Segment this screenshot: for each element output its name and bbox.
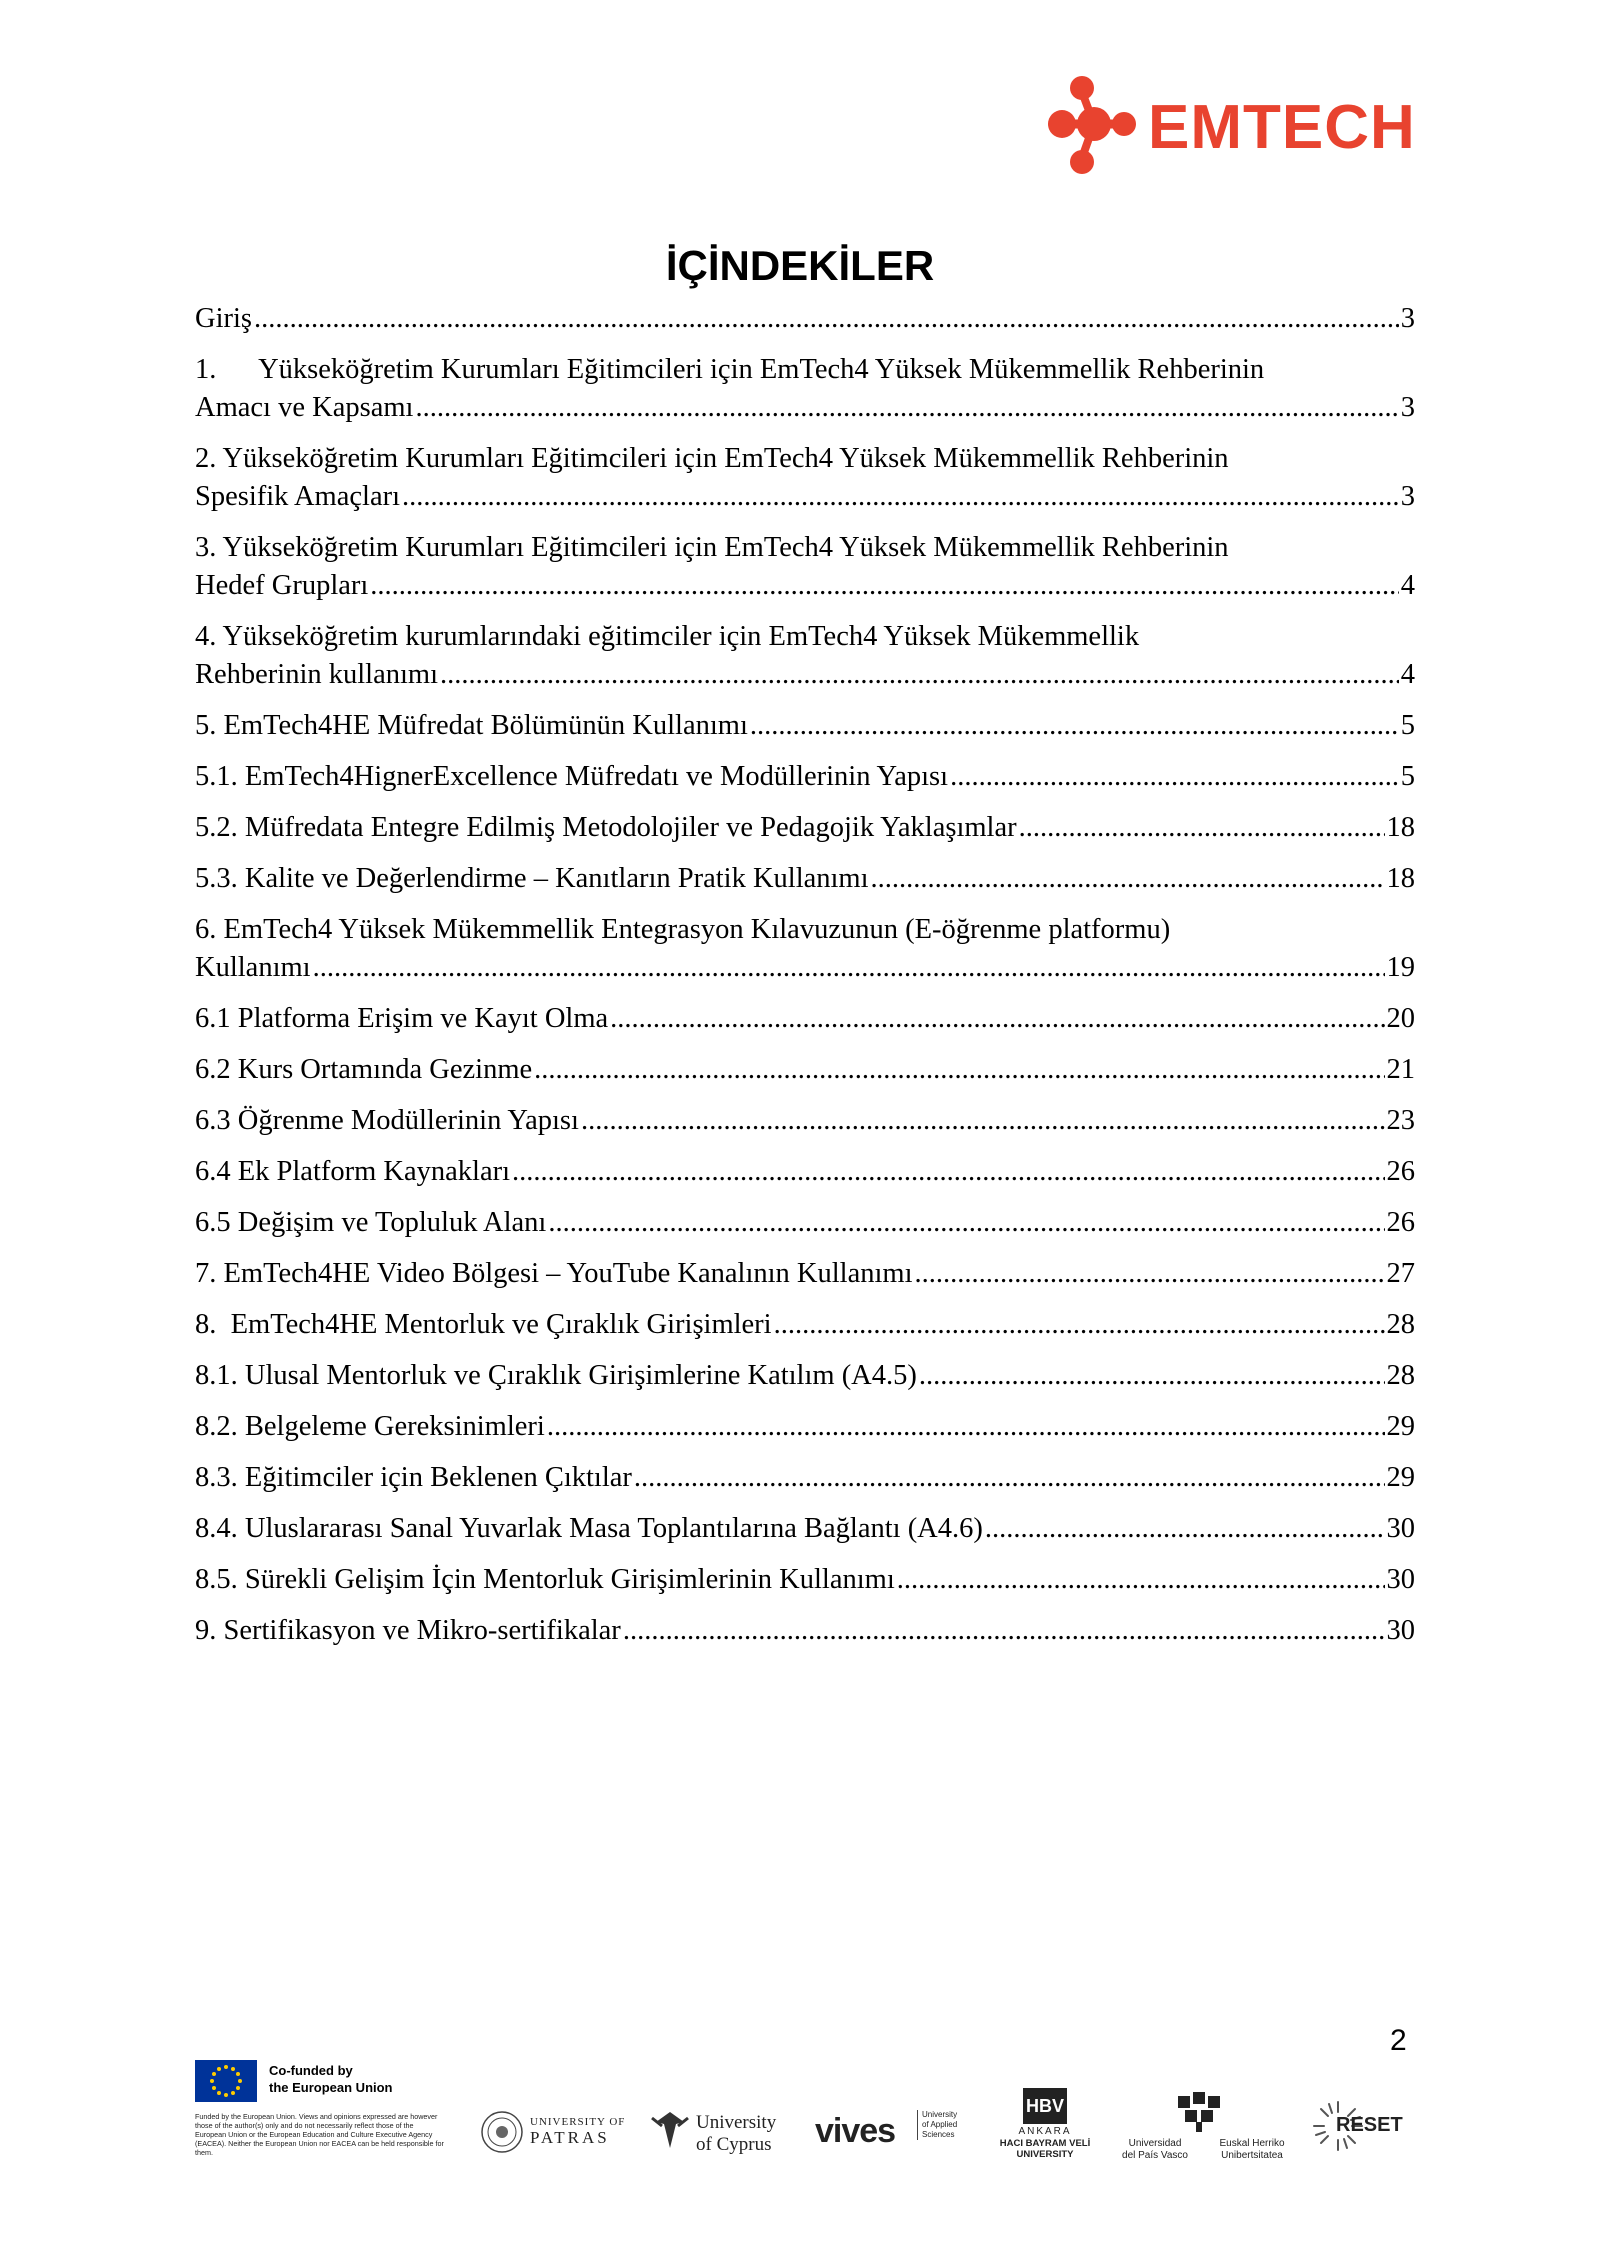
- toc-page-number: 23: [1386, 1105, 1415, 1136]
- patras-logo: UNIVERSITY OF PATRAS: [480, 2104, 630, 2164]
- toc-leader-dots: [547, 1408, 1385, 1446]
- toc-entry[interactable]: [195, 911, 1415, 987]
- eu-disclaimer: Funded by the European Union. Views and opinions expressed are however those of the author(s) only and do not necessarily reflect those of the European Union or the European Education and Culture Executive Agency (EACEA). Neither the European Union nor EACEA can be held responsible for them.: [195, 2112, 444, 2157]
- toc-entry-title: Amacı ve Kapsamı: [195, 392, 414, 423]
- toc-entry-title: 6.5 Değişim ve Topluluk Alanı: [195, 1207, 547, 1238]
- toc-leader-dots: [623, 1612, 1385, 1650]
- toc-entry-text: 2. Yükseköğretim Kurumları Eğitimcileri için EmTech4 Yüksek Mükemmellik Rehberinin: [195, 443, 1229, 474]
- toc-page-number: 3: [1400, 481, 1415, 512]
- toc-entry-title: 5.2. Müfredata Entegre Edilmiş Metodolojiler ve Pedagojik Yaklaşımlar: [195, 812, 1017, 843]
- toc-leader-dots: [440, 656, 1399, 694]
- footer: [195, 2060, 1425, 2240]
- toc-entry[interactable]: [195, 1306, 1415, 1344]
- emtech-logo-text: EMTECH: [1148, 93, 1416, 162]
- toc-leader-dots: [512, 1153, 1384, 1191]
- toc-leader-dots: [254, 300, 1399, 338]
- toc-page-number: 28: [1386, 1360, 1415, 1391]
- toc-entry[interactable]: [195, 1255, 1415, 1293]
- toc-page-number: 28: [1386, 1309, 1415, 1340]
- toc-leader-dots: [534, 1051, 1384, 1089]
- toc-page-number: 29: [1386, 1411, 1415, 1442]
- toc-leader-dots: [774, 1306, 1385, 1344]
- toc-entry-title: 8. EmTech4HE Mentorluk ve Çıraklık Girişimleri: [195, 1309, 772, 1340]
- toc-leader-dots: [634, 1459, 1385, 1497]
- toc-entry[interactable]: [195, 860, 1415, 898]
- toc-page-number: 5: [1400, 761, 1415, 792]
- toc-entry[interactable]: [195, 1051, 1415, 1089]
- toc-entry-text: 3. Yükseköğretim Kurumları Eğitimcileri için EmTech4 Yüksek Mükemmellik Rehberinin: [195, 532, 1229, 563]
- toc-entry-title: 5.1. EmTech4HignerExcellence Müfredatı ve Modüllerinin Yapısı: [195, 761, 949, 792]
- toc-page-number: 4: [1400, 570, 1415, 601]
- toc-entry[interactable]: [195, 1561, 1415, 1599]
- toc-entry-title: 5. EmTech4HE Müfredat Bölümünün Kullanımı: [195, 710, 748, 741]
- toc-leader-dots: [415, 389, 1398, 427]
- toc-page-number: 4: [1400, 659, 1415, 690]
- toc-entry-title: 8.2. Belgeleme Gereksinimleri: [195, 1411, 545, 1442]
- toc-entry[interactable]: [195, 1204, 1415, 1242]
- cyprus-logo: University of Cyprus: [650, 2104, 800, 2164]
- toc-entry-title: Rehberinin kullanımı: [195, 659, 439, 690]
- toc-entry[interactable]: [195, 707, 1415, 745]
- toc-leader-dots: [1019, 809, 1385, 847]
- table-of-contents: [195, 300, 1415, 1663]
- toc-page-number: 26: [1386, 1156, 1415, 1187]
- toc-entry-title: 6.4 Ek Platform Kaynakları: [195, 1156, 511, 1187]
- toc-entry[interactable]: [195, 618, 1415, 694]
- toc-entry[interactable]: [195, 1459, 1415, 1497]
- toc-entry-title: 9. Sertifikasyon ve Mikro-sertifikalar: [195, 1615, 621, 1646]
- toc-page-number: 18: [1386, 863, 1415, 894]
- toc-entry-title: 6.2 Kurs Ortamında Gezinme: [195, 1054, 533, 1085]
- toc-leader-dots: [313, 949, 1385, 987]
- toc-leader-dots: [402, 478, 1399, 516]
- emtech-logo: [1040, 70, 1420, 180]
- toc-entry-text: 1. Yükseköğretim Kurumları Eğitimcileri için EmTech4 Yüksek Mükemmellik Rehberinin: [195, 354, 1265, 385]
- toc-entry-title: 8.1. Ulusal Mentorluk ve Çıraklık Girişimlerine Katılım (A4.5): [195, 1360, 917, 1391]
- toc-entry-title: 6.3 Öğrenme Modüllerinin Yapısı: [195, 1105, 579, 1136]
- toc-leader-dots: [914, 1255, 1384, 1293]
- toc-entry[interactable]: [195, 529, 1415, 605]
- toc-entry[interactable]: [195, 1000, 1415, 1038]
- toc-page-number: 18: [1386, 812, 1415, 843]
- toc-leader-dots: [581, 1102, 1385, 1140]
- toc-entry-text: 4. Yükseköğretim kurumlarındaki eğitimciler için EmTech4 Yüksek Mükemmellik: [195, 621, 1140, 652]
- patras-seal-icon: [480, 2110, 524, 2154]
- toc-entry[interactable]: [195, 1357, 1415, 1395]
- toc-page-number: 30: [1386, 1513, 1415, 1544]
- eu-flag-icon: [195, 2060, 257, 2102]
- emtech-logo-mark-icon: [1040, 70, 1150, 180]
- toc-entry[interactable]: [195, 1102, 1415, 1140]
- toc-leader-dots: [897, 1561, 1385, 1599]
- toc-page-number: 26: [1386, 1207, 1415, 1238]
- toc-entry-title: Kullanımı: [195, 952, 311, 983]
- toc-page-number: 3: [1400, 392, 1415, 423]
- toc-entry[interactable]: [195, 758, 1415, 796]
- toc-page-number: 30: [1386, 1615, 1415, 1646]
- toc-entry-title: 5.3. Kalite ve Değerlendirme – Kanıtların Pratik Kullanımı: [195, 863, 869, 894]
- toc-page-number: 19: [1386, 952, 1415, 983]
- toc-entry-title: 8.4. Uluslararası Sanal Yuvarlak Masa Toplantılarına Bağlantı (A4.6): [195, 1513, 983, 1544]
- toc-entry-title: 7. EmTech4HE Video Bölgesi – YouTube Kanalının Kullanımı: [195, 1258, 913, 1289]
- toc-leader-dots: [919, 1357, 1385, 1395]
- reset-logo: RESET: [1310, 2096, 1420, 2156]
- toc-entry-title: 6.1 Platforma Erişim ve Kayıt Olma: [195, 1003, 609, 1034]
- toc-leader-dots: [370, 567, 1398, 605]
- toc-leader-dots: [871, 860, 1385, 898]
- toc-entry[interactable]: [195, 300, 1415, 338]
- toc-page-number: 21: [1386, 1054, 1415, 1085]
- toc-entry-title: 8.3. Eğitimciler için Beklenen Çıktılar: [195, 1462, 632, 1493]
- toc-entry[interactable]: [195, 1408, 1415, 1446]
- toc-leader-dots: [750, 707, 1399, 745]
- toc-entry[interactable]: [195, 1153, 1415, 1191]
- toc-entry[interactable]: [195, 809, 1415, 847]
- toc-leader-dots: [610, 1000, 1384, 1038]
- toc-page-number: 3: [1400, 303, 1415, 334]
- toc-entry[interactable]: [195, 1510, 1415, 1548]
- vives-logo: vives University of Applied Sciences: [815, 2104, 965, 2164]
- cyprus-emblem-icon: [650, 2108, 690, 2152]
- toc-page-number: 20: [1386, 1003, 1415, 1034]
- toc-leader-dots: [548, 1204, 1384, 1242]
- toc-entry-title: Giriş: [195, 303, 252, 334]
- eu-cofunded-label: Co-funded by the European Union: [269, 2063, 393, 2095]
- ehu-logo: Universidad del País Vasco Euskal Herriko Unibertsitatea: [1110, 2092, 1300, 2172]
- toc-page-number: 27: [1386, 1258, 1415, 1289]
- toc-entry[interactable]: [195, 1612, 1415, 1650]
- toc-leader-dots: [985, 1510, 1385, 1548]
- toc-page-number: 30: [1386, 1564, 1415, 1595]
- toc-entry-title: Hedef Grupları: [195, 570, 369, 601]
- toc-entry-text: 6. EmTech4 Yüksek Mükemmellik Entegrasyon Kılavuzunun (E-öğrenme platformu): [195, 914, 1171, 945]
- hbv-logo: HBV ANKARA HACI BAYRAM VELİ UNIVERSITY: [985, 2088, 1105, 2170]
- toc-entry[interactable]: [195, 351, 1415, 427]
- ehu-tree-icon: [1176, 2092, 1222, 2132]
- toc-entry-title: 8.5. Sürekli Gelişim İçin Mentorluk Girişimlerinin Kullanımı: [195, 1564, 895, 1595]
- toc-entry-title: Spesifik Amaçları: [195, 481, 400, 512]
- toc-leader-dots: [950, 758, 1399, 796]
- toc-page-number: 5: [1400, 710, 1415, 741]
- toc-title: İÇİNDEKİLER: [665, 242, 935, 289]
- toc-entry[interactable]: [195, 440, 1415, 516]
- toc-page-number: 29: [1386, 1462, 1415, 1493]
- page-number: 2: [1390, 2024, 1407, 2057]
